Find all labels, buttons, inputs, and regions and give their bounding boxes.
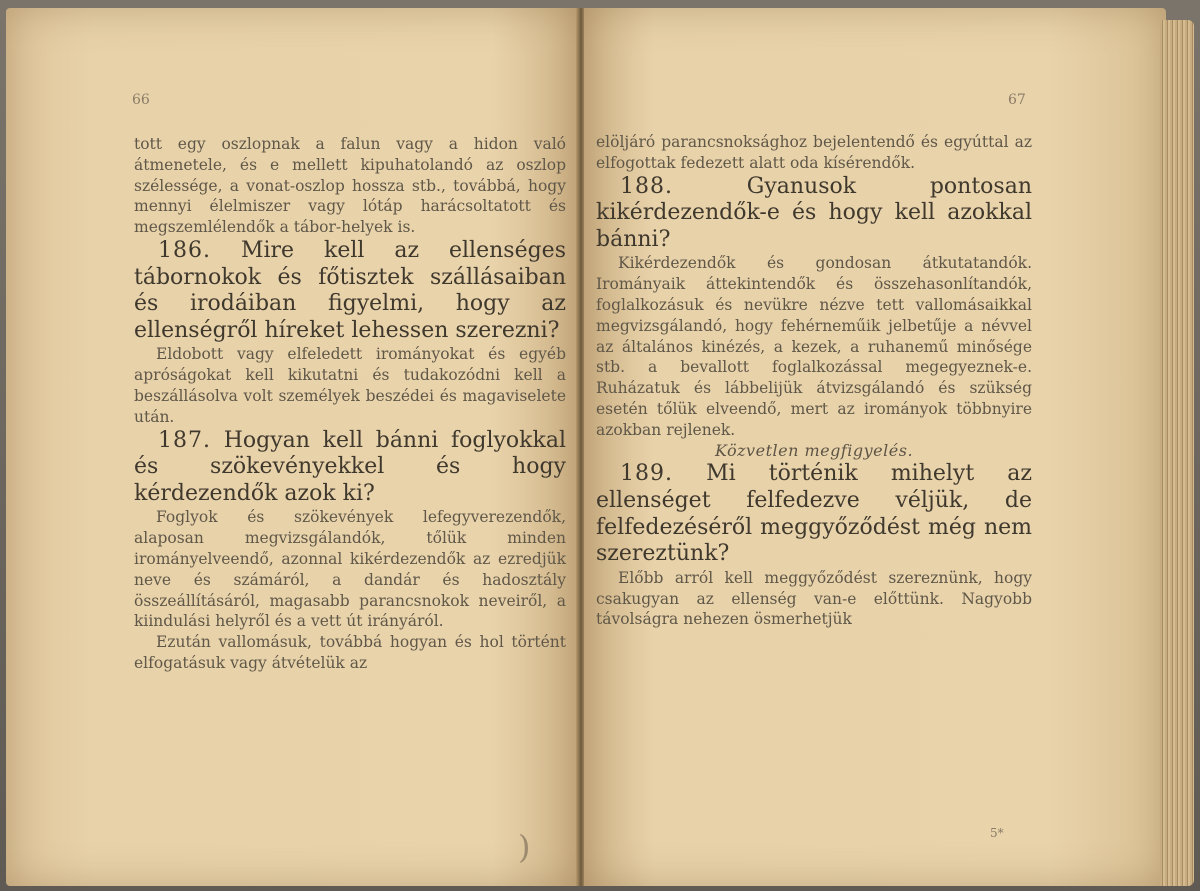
question-187: 187. Hogyan kell bánni foglyokkal és szökevényekkel és hogy kérdezendők azok ki? (134, 427, 566, 506)
question-189: 189. Mi történik mihelyt az ellenséget felfedezve véljük, de felfedezéséről meggyőződést még nem szereztünk? (596, 461, 1032, 567)
answer-188: Kikérdezendők és gondosan átkutatandók. Irományaik áttekintendők és összehasonlítandók, foglalkozásuk és nevükre nézve tett vallomásaikkal megvizsgálandó, hogy fehérneműik jelbetűje a névvel az általános kinézés, a kezek, a ruhanemű minősége stb. a bevallott foglalkozással megegyeznek-e. Ruházatuk és lábbelijük átvizsgálandó és szükség esetén tőlük elveendő, mert az irományok többnyire azokban rejlenek. (596, 254, 1032, 439)
page-number-left: 66 (132, 92, 150, 108)
answer-189: Előbb arról kell meggyőződést szereznünk, hogy csakugyan az ellenség van-e előttünk. Nagyobb távolságra nehezen ösmerhetjük (596, 568, 1032, 629)
signature-mark: 5* (990, 826, 1004, 840)
continuation-text: tott egy oszlopnak a falun vagy a hidon való átmenetele, és e mellett kipuhatolandó az oszlop szélessége, a vonat-oszlop hossza stb., továbbá, hogy mennyi élelmiszer vagy lótáp harácsoltatott és megszemlélendők a tábor-helyek is. (134, 135, 566, 237)
answer-187-part1: Foglyok és szökevények lefegyverezendők, alaposan megvizsgálandók, tőlük minden irományelveendő, azonnal kikérdezendők az ezredjük neve és számáról, a dandár és hadosztály összeállításáról, magasabb parancsnokok neveiről, a kiindulási helyről és a vett út irányáról. (134, 508, 566, 631)
page-edges (1160, 20, 1194, 886)
margin-mark: ) (518, 828, 531, 866)
section-title: Közvetlen megfigyelés. (714, 440, 914, 460)
answer-187-part2: Ezután vallomásuk, továbbá hogyan és hol történt elfogatásuk vagy átvételük az (134, 633, 566, 672)
left-page (6, 8, 578, 886)
right-page-text (596, 132, 1032, 630)
continuation-text-right: elöljáró parancsnoksághoz bejelentendő és egyúttal az elfogottak fedezett alatt oda kísérendők. (596, 133, 1032, 172)
answer-186: Eldobott vagy elfeledett irományokat és egyéb apróságokat kell kikutatni és tudakozódni kell a beszállásolva volt személyek beszédei és magaviselete után. (134, 345, 566, 426)
question-188: 188. Gyanusok pontosan kikérdezendők-e és hogy kell azokkal bánni? (596, 173, 1032, 252)
page-number-right: 67 (1008, 92, 1026, 108)
left-page-text (134, 134, 566, 674)
question-186: 186. Mire kell az ellenséges tábornokok és főtisztek szállásaiban és irodáiban figyelmi, hogy az ellenségről híreket lehessen szerezni? (134, 237, 566, 343)
right-page (584, 8, 1166, 886)
